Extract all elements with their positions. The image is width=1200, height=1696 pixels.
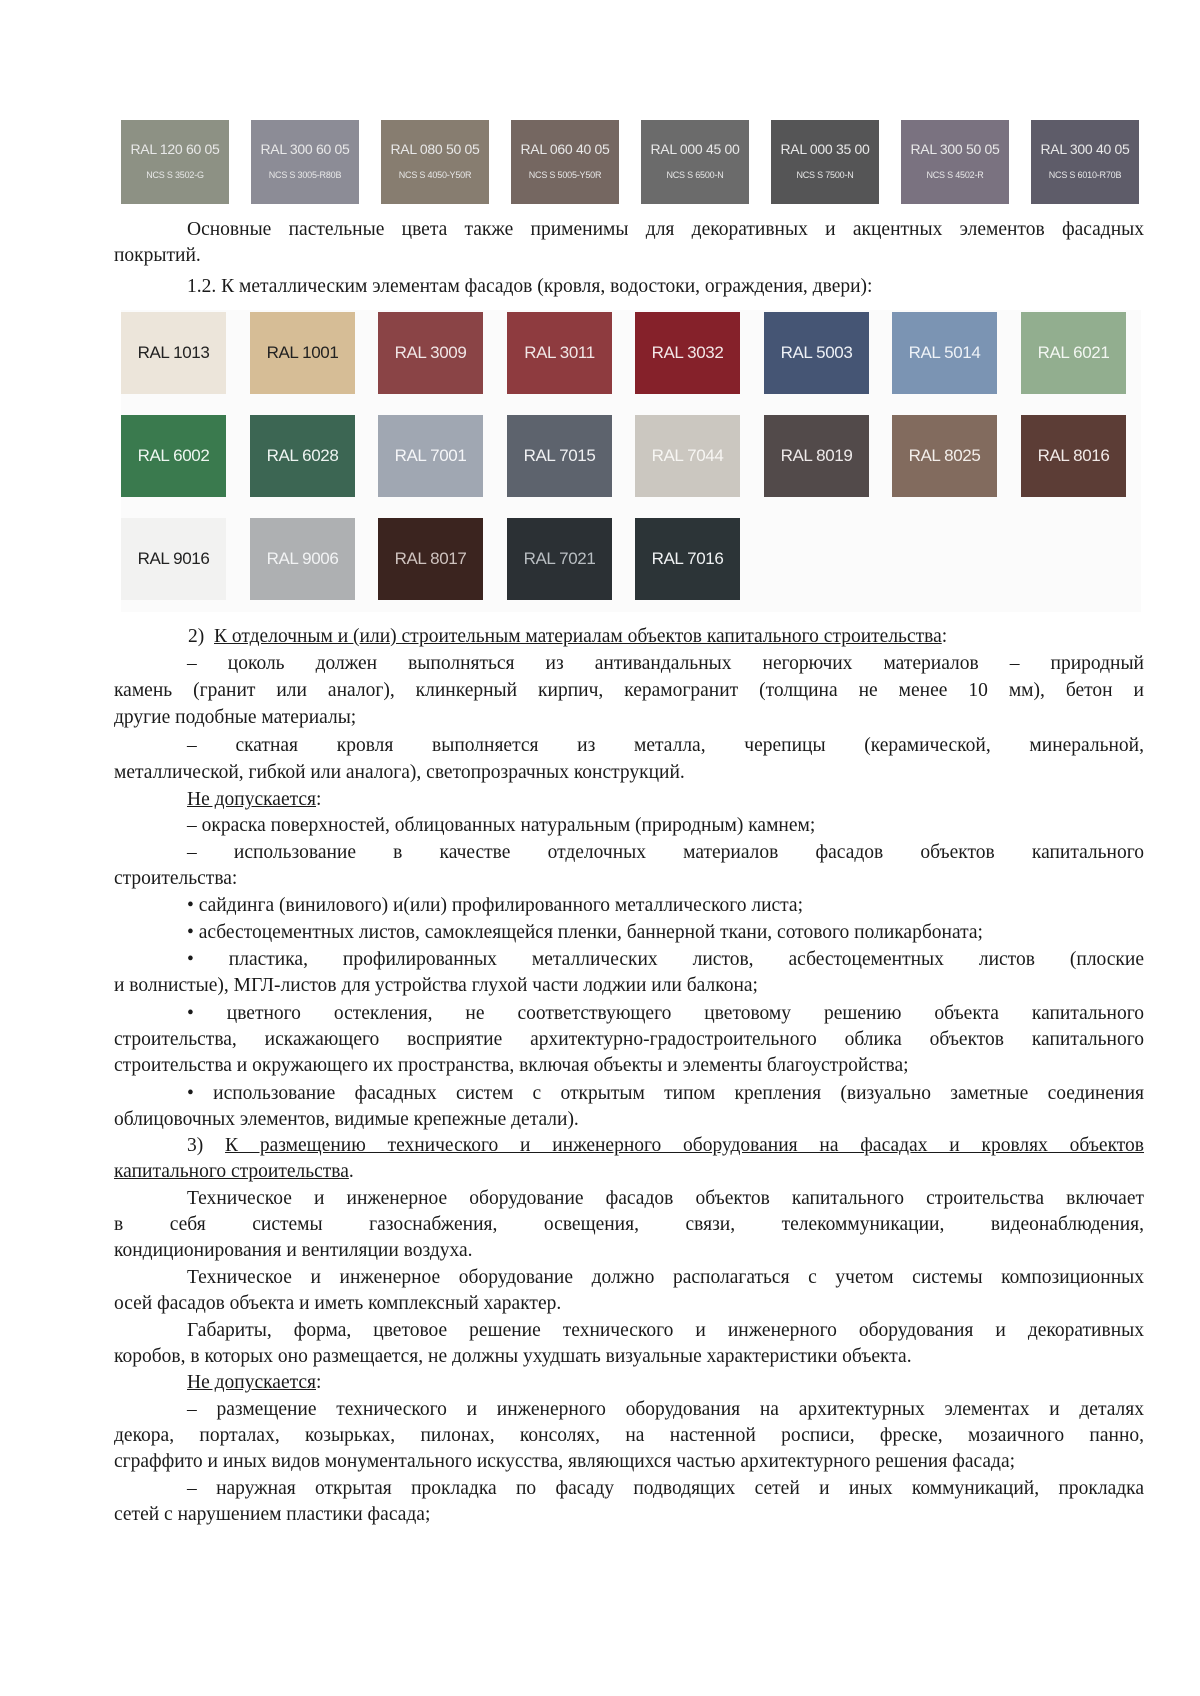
not-allowed-label-1	[187, 787, 1144, 813]
pastel-swatch-ral-code: RAL 060 40 05	[520, 140, 610, 157]
bullet-2: • асбестоцементных листов, самоклеящейся пленки, баннерной ткани, сотового поликарбоната;	[187, 922, 983, 943]
section-2-heading	[188, 624, 1145, 650]
not-allowed-colon-1: :	[316, 789, 322, 810]
metal-swatch	[507, 518, 612, 600]
metal-swatch	[764, 415, 869, 497]
metal-swatch	[507, 415, 612, 497]
pastel-swatch-ncs-code: NCS S 6500-N	[666, 169, 724, 180]
equipment-p1-line-1: Техническое и инженерное оборудование фасадов объектов капитального строительства включает	[187, 1188, 1144, 1209]
disallowed-1-line-3: сграффито и иных видов монументального искусства, являющихся частью архитектурного решения фасада;	[114, 1451, 1016, 1472]
metal-swatch	[635, 415, 740, 497]
metal-swatch	[250, 518, 355, 600]
plinth-line-1: – цоколь должен выполняться из антивандальных негорючих материалов – природный	[187, 653, 1144, 674]
pastel-swatch	[641, 120, 749, 204]
metal-swatch	[892, 415, 997, 497]
pastel-swatch	[901, 120, 1009, 204]
pastel-swatch-ral-code: RAL 300 50 05	[910, 140, 1000, 157]
pastel-swatch	[251, 120, 359, 204]
metal-swatch	[250, 312, 355, 394]
metal-swatch	[250, 415, 355, 497]
pastel-paragraph-line-2: покрытий.	[114, 245, 201, 266]
metal-swatch-label: RAL 7021	[523, 549, 596, 568]
not-allowed-colon-2: :	[316, 1372, 322, 1393]
disallowed-1-line-2: декора, порталах, козырьках, пилонах, консолях, на настенной росписи, фреске, мозаичного панно,	[114, 1425, 1144, 1446]
metal-swatch	[121, 415, 226, 497]
pastel-swatch-ncs-code: NCS S 6010-R70B	[1048, 169, 1122, 180]
metal-swatch-label: RAL 6002	[137, 446, 210, 465]
pastel-color-palette	[121, 120, 1141, 204]
pastel-swatch-ncs-code: NCS S 3005-R80B	[268, 169, 342, 180]
equipment-p3-line-2: коробов, в которых оно размещается, не должны ухудшать визуальные характеристики объекта.	[114, 1346, 912, 1367]
metal-swatch-label: RAL 5014	[908, 343, 981, 362]
metal-swatch	[892, 312, 997, 394]
metal-swatch	[635, 312, 740, 394]
equipment-p2-line-2: осей фасадов объекта и иметь комплексный характер.	[114, 1293, 562, 1314]
metal-swatch-label: RAL 7044	[651, 446, 724, 465]
pastel-swatch-ncs-code: NCS S 5005-Y50R	[528, 169, 602, 180]
prohibited-item-2-line-2: строительства:	[114, 868, 238, 889]
pastel-swatch-ral-code: RAL 120 60 05	[130, 140, 220, 157]
equipment-p1-line-3: кондиционирования и вентиляции воздуха.	[114, 1240, 473, 1261]
not-allowed-text-1: Не допускается	[187, 789, 316, 810]
not-allowed-label-2	[187, 1370, 1144, 1396]
disallowed-2-line-2: сетей с нарушением пластики фасада;	[114, 1504, 431, 1525]
pastel-swatch	[121, 120, 229, 204]
pastel-swatch-ral-code: RAL 300 60 05	[260, 140, 350, 157]
bullet-5-line-1: • использование фасадных систем с открытым типом крепления (визуально заметные соединения	[187, 1083, 1144, 1104]
pastel-swatch-ral-code: RAL 000 35 00	[780, 140, 870, 157]
metal-swatch-label: RAL 8016	[1037, 446, 1110, 465]
pastel-swatch-ncs-code: NCS S 4050-Y50R	[398, 169, 472, 180]
metal-swatch	[635, 518, 740, 600]
metal-swatch-label: RAL 8017	[394, 549, 467, 568]
metal-elements-heading: 1.2. К металлическим элементам фасадов (кровля, водостоки, ограждения, двери):	[187, 276, 873, 297]
equipment-p2-line-1: Техническое и инженерное оборудование должно располагаться с учетом системы композиционных	[187, 1267, 1144, 1288]
bullet-5-line-2: облицовочных элементов, видимые крепежные детали).	[114, 1109, 579, 1130]
pastel-swatch-ncs-code: NCS S 3502-G	[146, 169, 204, 180]
section-2-colon: :	[941, 626, 948, 647]
plinth-line-3: другие подобные материалы;	[114, 707, 357, 728]
equipment-p3-line-1: Габариты, форма, цветовое решение технического и инженерного оборудования и декоративных	[187, 1320, 1144, 1341]
disallowed-2-line-1: – наружная открытая прокладка по фасаду подводящих сетей и иных коммуникаций, прокладка	[187, 1478, 1144, 1499]
metal-swatch-label: RAL 3009	[394, 343, 467, 362]
section-3-title-2: капитального строительства	[114, 1161, 349, 1182]
plinth-line-2: камень (гранит или аналог), клинкерный кирпич, керамогранит (толщина не менее 10 мм), бетон и	[114, 680, 1144, 701]
roof-line-1: – скатная кровля выполняется из металла, черепицы (керамической, минеральной,	[187, 735, 1144, 756]
bullet-3-line-2: и волнистые), МГЛ-листов для устройства глухой части лоджии или балкона;	[114, 975, 758, 996]
pastel-swatch	[381, 120, 489, 204]
pastel-swatch	[1031, 120, 1139, 204]
bullet-4-line-1: • цветного остекления, не соответствующего цветовому решению объекта капитального	[187, 1003, 1144, 1024]
metal-swatch-label: RAL 1013	[137, 343, 210, 362]
metal-swatch	[764, 312, 869, 394]
metal-swatch-label: RAL 7016	[651, 549, 724, 568]
section-3-number: 3)	[187, 1135, 204, 1156]
not-allowed-text-2: Не допускается	[187, 1372, 316, 1393]
bullet-3-line-1: • пластика, профилированных металлических листов, асбестоцементных листов (плоские	[187, 949, 1144, 970]
metal-color-palette	[121, 310, 1141, 612]
metal-swatch-label: RAL 5003	[780, 343, 853, 362]
bullet-1: • сайдинга (винилового) и(или) профилированного металлического листа;	[187, 895, 803, 916]
metal-swatch-label: RAL 6028	[266, 446, 339, 465]
section-3-heading-line-2	[114, 1159, 1144, 1185]
metal-swatch	[378, 415, 483, 497]
metal-swatch-label: RAL 3011	[524, 343, 595, 362]
section-3-title-1: К размещению технического и инженерного оборудования на фасадах и кровлях объектов	[225, 1135, 1145, 1156]
metal-swatch-label: RAL 8025	[908, 446, 981, 465]
bullet-4-line-3: строительства и окружающего их пространства, включая объекты и элементы благоустройства;	[114, 1055, 909, 1076]
metal-swatch-label: RAL 8019	[780, 446, 853, 465]
metal-swatch-label: RAL 1001	[266, 343, 339, 362]
section-2-number: 2)	[188, 626, 205, 647]
section-2-title: К отделочным и (или) строительным материалам объектов капитального строительства	[214, 626, 942, 647]
pastel-swatch-ncs-code: NCS S 4502-R	[926, 169, 984, 180]
pastel-swatch	[771, 120, 879, 204]
metal-swatch-label: RAL 7001	[394, 446, 467, 465]
bullet-4-line-2: строительства, искажающего восприятие архитектурно-градостроительного облика объектов капитального	[114, 1029, 1144, 1050]
pastel-paragraph-line-1: Основные пастельные цвета также применимы для декоративных и акцентных элементов фасадных	[187, 219, 1144, 240]
metal-swatch	[1021, 312, 1126, 394]
prohibited-item-1: – окраска поверхностей, облицованных натуральным (природным) камнем;	[187, 815, 816, 836]
prohibited-item-2-line-1: – использование в качестве отделочных материалов фасадов объектов капитального	[187, 842, 1144, 863]
metal-swatch	[378, 518, 483, 600]
metal-swatch	[121, 518, 226, 600]
metal-swatch	[1021, 415, 1126, 497]
metal-swatch-label: RAL 6021	[1037, 343, 1110, 362]
pastel-swatch-ral-code: RAL 080 50 05	[390, 140, 480, 157]
section-3-heading-line-1	[187, 1133, 1144, 1159]
metal-swatch-label: RAL 9006	[266, 549, 339, 568]
metal-swatch	[378, 312, 483, 394]
pastel-swatch	[511, 120, 619, 204]
pastel-swatch-ral-code: RAL 300 40 05	[1040, 140, 1130, 157]
pastel-swatch-ncs-code: NCS S 7500-N	[796, 169, 854, 180]
disallowed-1-line-1: – размещение технического и инженерного оборудования на архитектурных элементах и деталях	[187, 1399, 1144, 1420]
metal-swatch-label: RAL 3032	[651, 343, 724, 362]
metal-swatch-label: RAL 7015	[523, 446, 596, 465]
metal-swatch-label: RAL 9016	[137, 549, 210, 568]
pastel-swatch-ral-code: RAL 000 45 00	[650, 140, 740, 157]
section-3-title-end: .	[348, 1161, 354, 1182]
equipment-p1-line-2: в себя системы газоснабжения, освещения, связи, телекоммуникации, видеонаблюдения,	[114, 1214, 1144, 1235]
roof-line-2: металлической, гибкой или аналога), светопрозрачных конструкций.	[114, 762, 685, 783]
metal-swatch	[121, 312, 226, 394]
metal-swatch	[507, 312, 612, 394]
